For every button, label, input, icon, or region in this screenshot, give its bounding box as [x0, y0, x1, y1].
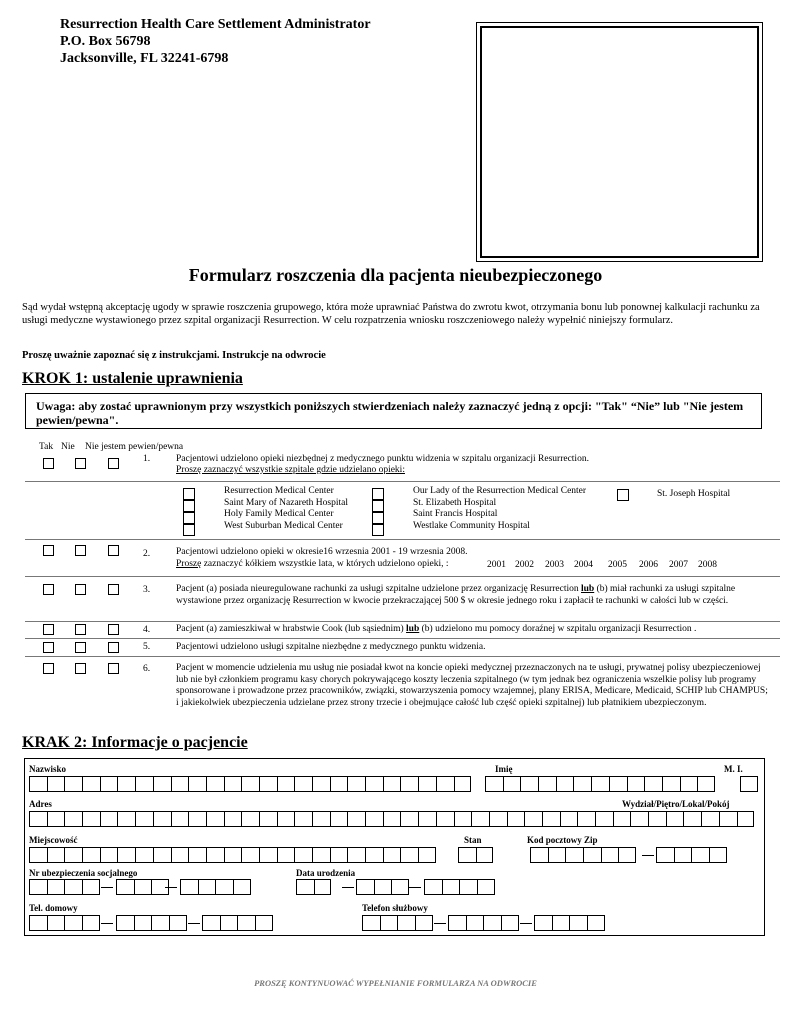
hospital-label: St. Elizabeth Hospital	[413, 498, 497, 508]
q2-text: Pacjentowi udzielono opieki w okresie16 wrzesnia 2001 - 19 wrzesnia 2008.	[176, 547, 468, 557]
q2-subtext: Proszę zaznaczyć kółkiem wszystkie lata, w których udzielono opieki, :	[176, 559, 449, 569]
input-dob-day[interactable]	[356, 879, 409, 895]
label-ssn: Nr ubezpieczenia socjalnego	[29, 868, 138, 878]
col-header-nie: Nie	[61, 442, 75, 452]
dash	[165, 887, 177, 888]
hospital-checkbox-st-elizabeth[interactable]	[372, 500, 384, 512]
label-tel-domowy: Tel. domowy	[29, 903, 78, 913]
divider	[25, 539, 780, 540]
input-tel-domowy-2[interactable]	[116, 915, 187, 931]
q3-number: 3.	[143, 585, 151, 595]
q1-nie-checkbox[interactable]	[75, 458, 86, 469]
q4-nie-checkbox[interactable]	[75, 624, 86, 635]
dash	[409, 887, 421, 888]
q4-number: 4.	[143, 625, 151, 635]
input-ssn-2[interactable]	[116, 879, 169, 895]
q1-number: 1.	[143, 454, 151, 464]
hospital-checkbox-holy-family[interactable]	[183, 512, 195, 524]
q6-text: Pacjent w momencie udzielenia mu usług nie posiadał kwot na koncie opieki medycznej przeznaczonych na te usługi, prywatnej polisy ubezpieczeniowej lub nie był członkiem programu kasy chorych pokrywającego koszty leczenia szpitalnego (w tym jednak bez ograniczenia wszelkie polisy lub programy sponsorowane i prowadzone przez pracowników, związki, stowarzyszenia pomocy wzajemnej, plany ERISA, Medicare, Medicaid, SCHIP lub CHAMPUS; i jakiekolwiek ubezpieczenia udzielane przez strony trzecie i obejmujące całość lub część opieki szpitalnej) lub płatnikiem ubezpieczonym.	[176, 663, 768, 708]
input-dob-year[interactable]	[424, 879, 495, 895]
address-line-1: Resurrection Health Care Settlement Administrator	[60, 17, 371, 32]
divider	[25, 481, 780, 482]
q1-text: Pacjentowi udzielono opieki niezbędnej z medycznego punktu widzenia w szpitalu organizacji Resurrection.	[176, 454, 589, 464]
q2-number: 2.	[143, 549, 151, 559]
q5-text: Pacjentowi udzielono usługi szpitalne niezbędne z medycznego punktu widzenia.	[176, 642, 486, 652]
q6-nie-checkbox[interactable]	[75, 663, 86, 674]
input-tel-domowy-3[interactable]	[202, 915, 273, 931]
q3-tak-checkbox[interactable]	[43, 584, 54, 595]
input-miejscowosc[interactable]	[29, 847, 436, 863]
year-2001[interactable]: 2001	[487, 560, 506, 570]
q2-tak-checkbox[interactable]	[43, 545, 54, 556]
label-adres: Adres	[29, 799, 52, 809]
year-2006[interactable]: 2006	[639, 560, 658, 570]
q5-niepewien-checkbox[interactable]	[108, 642, 119, 653]
q3-text: Pacjent (a) posiada nieuregulowane rachunki za usługi szpitalne udzielone przez organizację Resurrection lub (b) miał rachunki za usługi szpitalne wystawione przez organizację Resurrection w kwocie przekraczającej 500 $ w okresie jednego roku i zapłacił te rachunki w całości lub w części.	[176, 584, 736, 606]
label-miejscowosc: Miejscowość	[29, 835, 78, 845]
hospital-label: West Suburban Medical Center	[224, 521, 343, 531]
q4-niepewien-checkbox[interactable]	[108, 624, 119, 635]
q5-tak-checkbox[interactable]	[43, 642, 54, 653]
intro-paragraph: Sąd wydał wstępną akceptację ugody w sprawie roszczenia grupowego, która może uprawniać Państwa do zwrotu kwot, otrzymania bonu lub ponownej kalkulacji rachunku za usługi medyczne wystawionego przez szpital organizacji Resurrection. W celu rozpatrzenia wniosku roszczeniowego należy wypełnić niniejszy formularz.	[22, 302, 760, 326]
hospital-checkbox-saint-mary[interactable]	[183, 500, 195, 512]
q1-tak-checkbox[interactable]	[43, 458, 54, 469]
input-ssn-1[interactable]	[29, 879, 100, 895]
mailing-label-inner-box	[480, 26, 759, 258]
label-kod: Kod pocztowy Zip	[527, 835, 598, 845]
hospital-label: Our Lady of the Resurrection Medical Center	[413, 486, 587, 496]
input-stan[interactable]	[458, 847, 493, 863]
hospital-label: Resurrection Medical Center	[224, 486, 334, 496]
hospital-label: Saint Francis Hospital	[413, 509, 498, 519]
label-nazwisko: Nazwisko	[29, 764, 67, 774]
hospital-checkbox-our-lady[interactable]	[372, 488, 384, 500]
input-tel-sluzbowy-2[interactable]	[448, 915, 519, 931]
q1-niepewien-checkbox[interactable]	[108, 458, 119, 469]
label-stan: Stan	[464, 835, 482, 845]
q2-niepewien-checkbox[interactable]	[108, 545, 119, 556]
hospital-label: Saint Mary of Nazareth Hospital	[224, 498, 348, 508]
dash	[642, 855, 654, 856]
q5-nie-checkbox[interactable]	[75, 642, 86, 653]
instructions-note: Proszę uważnie zapoznać się z instrukcjami. Instrukcje na odwrocie	[22, 350, 326, 361]
form-title: Formularz roszczenia dla pacjenta nieubezpieczonego	[188, 265, 603, 285]
divider	[25, 576, 780, 577]
q4-text: Pacjent (a) zamieszkiwał w hrabstwie Cook (lub sąsiednim) lub (b) udzielono mu pomocy doraźnej w szpitalu organizacji Resurrection .	[176, 624, 697, 634]
q4-tak-checkbox[interactable]	[43, 624, 54, 635]
col-header-nie-pewien: Nie jestem pewien/pewna	[85, 442, 184, 452]
hospital-label: St. Joseph Hospital	[657, 489, 731, 499]
continue-footer: PROSZĘ KONTYNUOWAĆ WYPEŁNIANIE FORMULARZA NA ODWROCIE	[254, 978, 537, 988]
label-wydzial: Wydział/Piętro/Lokal/Pokój	[622, 799, 730, 809]
input-dob-month[interactable]	[296, 879, 331, 895]
dash	[101, 923, 113, 924]
hospital-checkbox-westlake[interactable]	[372, 524, 384, 536]
input-tel-sluzbowy-3[interactable]	[534, 915, 605, 931]
q5-number: 5.	[143, 642, 151, 652]
input-tel-domowy-1[interactable]	[29, 915, 100, 931]
eligibility-notice: Uwaga: aby zostać uprawnionym przy wszystkich poniższych stwierdzeniach należy zaznaczyć jedną z opcji: "Tak" “Nie” lub "Nie jestem pewien/pewna".	[25, 393, 762, 429]
hospital-label: Westlake Community Hospital	[413, 521, 530, 531]
step1-heading: KROK 1: ustalenie uprawnienia	[22, 370, 243, 387]
q3-niepewien-checkbox[interactable]	[108, 584, 119, 595]
administrator-address	[60, 16, 371, 67]
hospital-checkbox-st-joseph[interactable]	[617, 489, 629, 501]
input-tel-sluzbowy-1[interactable]	[362, 915, 433, 931]
address-line-3: Jacksonville, FL 32241-6798	[60, 51, 229, 66]
q2-nie-checkbox[interactable]	[75, 545, 86, 556]
address-line-2: P.O. Box 56798	[60, 34, 151, 49]
q3-nie-checkbox[interactable]	[75, 584, 86, 595]
hospital-checkbox-saint-francis[interactable]	[372, 512, 384, 524]
label-tel-sluzbowy: Telefon służbowy	[362, 903, 428, 913]
divider	[25, 621, 780, 622]
hospital-checkbox-west-suburban[interactable]	[183, 524, 195, 536]
q6-tak-checkbox[interactable]	[43, 663, 54, 674]
dash	[101, 887, 113, 888]
input-ssn-3[interactable]	[180, 879, 251, 895]
input-mi[interactable]	[740, 776, 758, 792]
dash	[342, 887, 354, 888]
year-2005[interactable]: 2005	[608, 560, 627, 570]
divider	[25, 656, 780, 657]
q6-niepewien-checkbox[interactable]	[108, 663, 119, 674]
year-2004[interactable]: 2004	[574, 560, 593, 570]
hospital-checkbox-resurrection[interactable]	[183, 488, 195, 500]
q6-number: 6.	[143, 664, 151, 674]
dash	[520, 923, 532, 924]
step2-heading: KRAK 2: Informacje o pacjencie	[22, 734, 248, 751]
input-nazwisko[interactable]	[29, 776, 471, 792]
year-2002[interactable]: 2002	[515, 560, 534, 570]
divider	[25, 638, 780, 639]
label-dob: Data urodzenia	[296, 868, 356, 878]
hospital-label: Holy Family Medical Center	[224, 509, 334, 519]
year-2003[interactable]: 2003	[545, 560, 564, 570]
dash	[434, 923, 446, 924]
label-mi: M. I.	[724, 764, 743, 774]
dash	[188, 923, 200, 924]
q1-subtext: Proszę zaznaczyć wszystkie szpitale gdzie udzielano opieki:	[176, 465, 405, 475]
year-2007[interactable]: 2007	[669, 560, 688, 570]
label-imie: Imię	[495, 764, 513, 774]
input-kod-ext[interactable]	[656, 847, 727, 863]
col-header-tak: Tak	[39, 442, 54, 452]
input-adres[interactable]	[29, 811, 754, 827]
year-2008[interactable]: 2008	[698, 560, 717, 570]
input-imie[interactable]	[485, 776, 715, 792]
input-kod[interactable]	[530, 847, 636, 863]
